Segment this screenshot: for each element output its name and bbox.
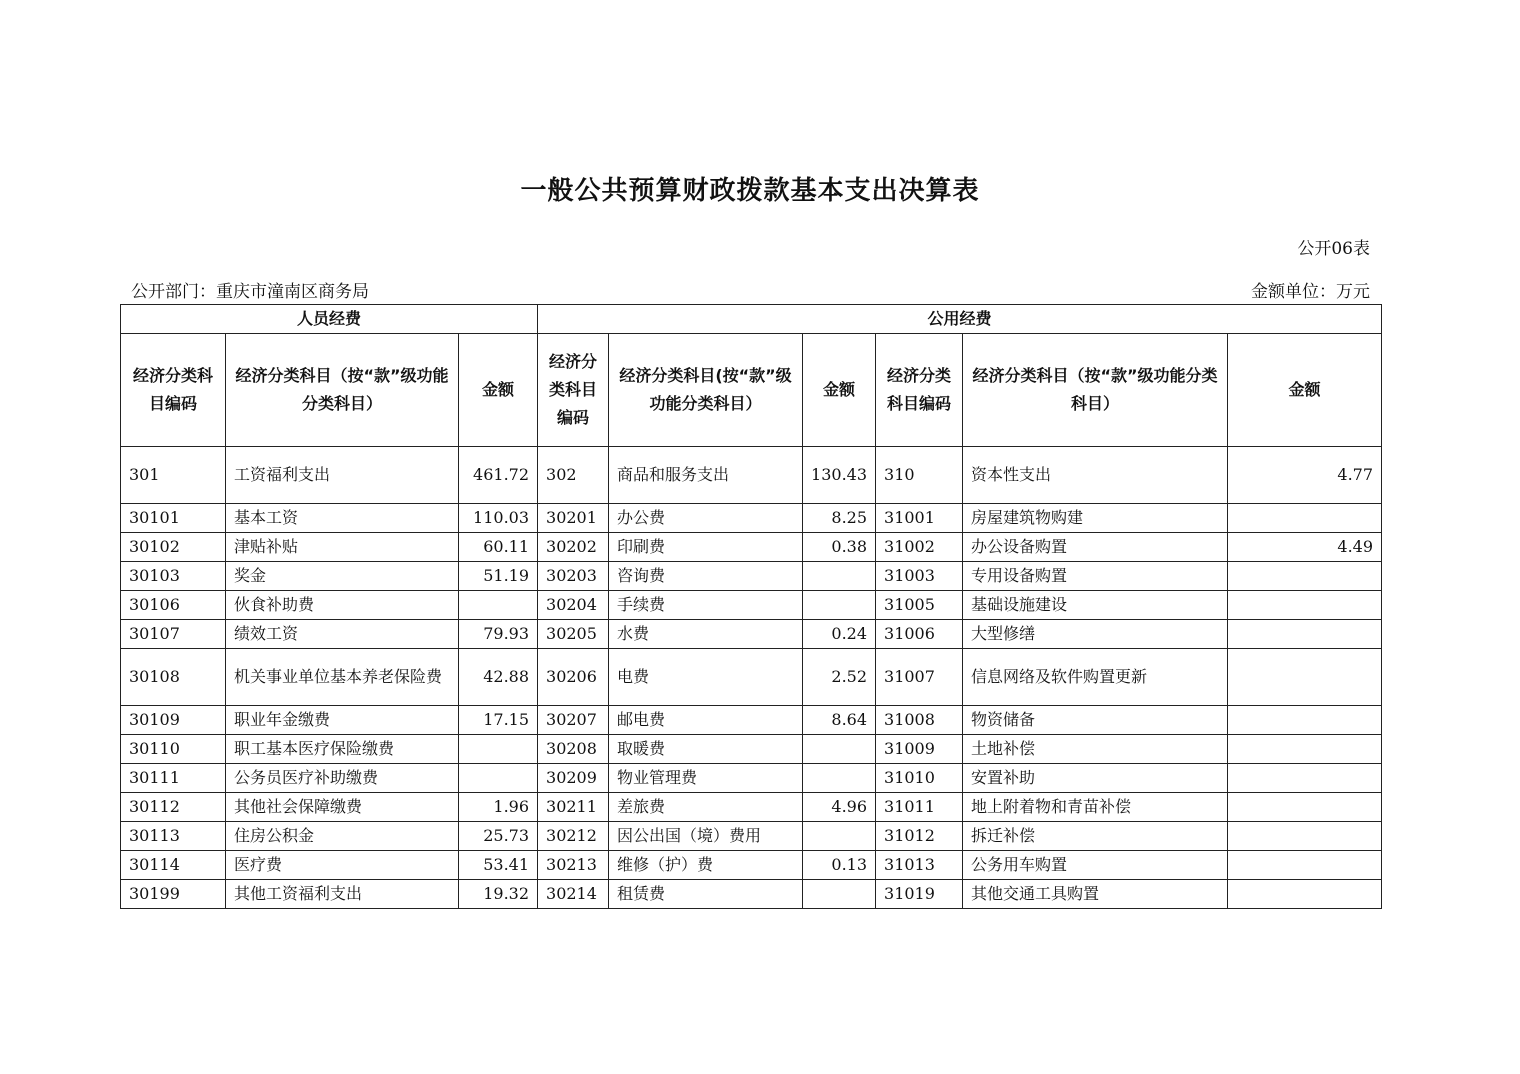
table-row <box>121 447 1382 504</box>
cell-goods-name: 邮电费 <box>609 706 803 735</box>
cell-capital-name: 资本性支出 <box>963 447 1228 504</box>
table-row <box>121 706 1382 735</box>
cell-goods-amount <box>803 735 876 764</box>
cell-personnel-name: 职工基本医疗保险缴费 <box>226 735 459 764</box>
cell-personnel-amount: 53.41 <box>459 851 538 880</box>
cell-personnel-amount <box>459 591 538 620</box>
cell-capital-code: 31002 <box>876 533 963 562</box>
cell-goods-code: 30211 <box>538 793 609 822</box>
cell-goods-name: 水费 <box>609 620 803 649</box>
cell-goods-amount <box>803 764 876 793</box>
cell-personnel-amount: 51.19 <box>459 562 538 591</box>
cell-goods-code: 30206 <box>538 649 609 706</box>
cell-capital-code: 31009 <box>876 735 963 764</box>
table-row <box>121 562 1382 591</box>
cell-goods-name: 取暖费 <box>609 735 803 764</box>
cell-goods-name: 租赁费 <box>609 880 803 909</box>
group-header-row <box>121 305 1382 334</box>
cell-goods-name: 维修（护）费 <box>609 851 803 880</box>
cell-personnel-code: 301 <box>121 447 226 504</box>
cell-goods-code: 302 <box>538 447 609 504</box>
cell-capital-amount <box>1228 706 1382 735</box>
cell-capital-name: 办公设备购置 <box>963 533 1228 562</box>
cell-personnel-amount <box>459 735 538 764</box>
cell-goods-amount: 4.96 <box>803 793 876 822</box>
cell-capital-code: 31007 <box>876 649 963 706</box>
header-capital-name: 经济分类科目（按“款”级功能分类科目） <box>963 334 1228 447</box>
cell-goods-amount <box>803 562 876 591</box>
header-capital-code: 经济分类科目编码 <box>876 334 963 447</box>
cell-personnel-name: 津贴补贴 <box>226 533 459 562</box>
cell-personnel-amount: 461.72 <box>459 447 538 504</box>
cell-personnel-code: 30101 <box>121 504 226 533</box>
cell-capital-name: 拆迁补偿 <box>963 822 1228 851</box>
cell-personnel-code: 30107 <box>121 620 226 649</box>
cell-capital-code: 31012 <box>876 822 963 851</box>
cell-personnel-code: 30112 <box>121 793 226 822</box>
amount-unit-label: 金额单位：万元 <box>1251 282 1370 302</box>
cell-goods-code: 30201 <box>538 504 609 533</box>
header-goods-code: 经济分类科目编码 <box>538 334 609 447</box>
cell-goods-name: 物业管理费 <box>609 764 803 793</box>
cell-personnel-name: 伙食补助费 <box>226 591 459 620</box>
cell-capital-name: 专用设备购置 <box>963 562 1228 591</box>
cell-personnel-amount: 42.88 <box>459 649 538 706</box>
cell-capital-name: 大型修缮 <box>963 620 1228 649</box>
cell-goods-code: 30212 <box>538 822 609 851</box>
cell-goods-amount <box>803 822 876 851</box>
column-header-row <box>121 334 1382 447</box>
cell-capital-code: 31005 <box>876 591 963 620</box>
cell-personnel-code: 30103 <box>121 562 226 591</box>
cell-goods-name: 差旅费 <box>609 793 803 822</box>
cell-capital-amount <box>1228 649 1382 706</box>
cell-capital-amount: 4.49 <box>1228 533 1382 562</box>
cell-personnel-name: 公务员医疗补助缴费 <box>226 764 459 793</box>
cell-goods-amount: 0.38 <box>803 533 876 562</box>
cell-goods-amount: 8.64 <box>803 706 876 735</box>
cell-personnel-name: 机关事业单位基本养老保险费 <box>226 649 459 706</box>
cell-capital-name: 地上附着物和青苗补偿 <box>963 793 1228 822</box>
cell-personnel-code: 30108 <box>121 649 226 706</box>
cell-personnel-code: 30109 <box>121 706 226 735</box>
cell-capital-name: 土地补偿 <box>963 735 1228 764</box>
cell-personnel-amount: 110.03 <box>459 504 538 533</box>
department-label: 公开部门：重庆市潼南区商务局 <box>131 282 369 302</box>
table-body <box>121 447 1382 909</box>
cell-goods-code: 30205 <box>538 620 609 649</box>
cell-capital-amount <box>1228 504 1382 533</box>
table-row <box>121 764 1382 793</box>
cell-goods-name: 因公出国（境）费用 <box>609 822 803 851</box>
table-row <box>121 735 1382 764</box>
cell-capital-code: 310 <box>876 447 963 504</box>
cell-personnel-code: 30106 <box>121 591 226 620</box>
cell-personnel-name: 住房公积金 <box>226 822 459 851</box>
cell-personnel-code: 30113 <box>121 822 226 851</box>
header-capital-amount: 金额 <box>1228 334 1382 447</box>
cell-capital-code: 31001 <box>876 504 963 533</box>
group-public: 公用经费 <box>538 305 1382 334</box>
cell-capital-amount <box>1228 764 1382 793</box>
cell-capital-code: 31010 <box>876 764 963 793</box>
cell-goods-code: 30208 <box>538 735 609 764</box>
table-row <box>121 822 1382 851</box>
cell-goods-amount <box>803 591 876 620</box>
cell-capital-amount <box>1228 851 1382 880</box>
cell-goods-code: 30209 <box>538 764 609 793</box>
cell-capital-name: 安置补助 <box>963 764 1228 793</box>
page-title: 一般公共预算财政拨款基本支出决算表 <box>520 176 980 206</box>
cell-goods-amount: 8.25 <box>803 504 876 533</box>
cell-capital-code: 31011 <box>876 793 963 822</box>
table-row <box>121 620 1382 649</box>
cell-goods-code: 30207 <box>538 706 609 735</box>
cell-capital-amount <box>1228 880 1382 909</box>
cell-goods-name: 办公费 <box>609 504 803 533</box>
cell-goods-code: 30213 <box>538 851 609 880</box>
cell-capital-code: 31003 <box>876 562 963 591</box>
cell-personnel-amount: 19.32 <box>459 880 538 909</box>
table-row <box>121 649 1382 706</box>
cell-capital-code: 31008 <box>876 706 963 735</box>
cell-capital-code: 31013 <box>876 851 963 880</box>
cell-capital-amount <box>1228 591 1382 620</box>
cell-goods-amount: 0.24 <box>803 620 876 649</box>
cell-goods-amount: 130.43 <box>803 447 876 504</box>
cell-goods-code: 30202 <box>538 533 609 562</box>
cell-personnel-name: 基本工资 <box>226 504 459 533</box>
cell-personnel-name: 其他社会保障缴费 <box>226 793 459 822</box>
table-row <box>121 880 1382 909</box>
cell-personnel-code: 30102 <box>121 533 226 562</box>
cell-capital-amount <box>1228 735 1382 764</box>
cell-capital-amount <box>1228 822 1382 851</box>
cell-goods-name: 手续费 <box>609 591 803 620</box>
cell-personnel-name: 医疗费 <box>226 851 459 880</box>
cell-personnel-amount <box>459 764 538 793</box>
cell-personnel-amount: 17.15 <box>459 706 538 735</box>
cell-capital-name: 信息网络及软件购置更新 <box>963 649 1228 706</box>
table-row <box>121 533 1382 562</box>
group-personnel: 人员经费 <box>121 305 538 334</box>
header-goods-amount: 金额 <box>803 334 876 447</box>
cell-goods-name: 咨询费 <box>609 562 803 591</box>
cell-goods-amount <box>803 880 876 909</box>
cell-capital-name: 公务用车购置 <box>963 851 1228 880</box>
header-personnel-amount: 金额 <box>459 334 538 447</box>
table-row <box>121 591 1382 620</box>
header-personnel-code: 经济分类科目编码 <box>121 334 226 447</box>
cell-capital-amount <box>1228 562 1382 591</box>
cell-personnel-name: 绩效工资 <box>226 620 459 649</box>
header-personnel-name: 经济分类科目（按“款”级功能分类科目） <box>226 334 459 447</box>
cell-personnel-amount: 25.73 <box>459 822 538 851</box>
cell-personnel-name: 职业年金缴费 <box>226 706 459 735</box>
cell-capital-amount <box>1228 793 1382 822</box>
expenditure-table <box>120 304 1382 909</box>
cell-capital-name: 其他交通工具购置 <box>963 880 1228 909</box>
cell-capital-code: 31006 <box>876 620 963 649</box>
cell-goods-code: 30204 <box>538 591 609 620</box>
table-row <box>121 504 1382 533</box>
table-row <box>121 793 1382 822</box>
cell-personnel-name: 其他工资福利支出 <box>226 880 459 909</box>
cell-goods-code: 30214 <box>538 880 609 909</box>
cell-personnel-name: 工资福利支出 <box>226 447 459 504</box>
cell-personnel-code: 30114 <box>121 851 226 880</box>
cell-personnel-code: 30111 <box>121 764 226 793</box>
cell-goods-amount: 0.13 <box>803 851 876 880</box>
cell-goods-name: 商品和服务支出 <box>609 447 803 504</box>
cell-capital-name: 基础设施建设 <box>963 591 1228 620</box>
header-goods-name: 经济分类科目(按“款”级功能分类科目） <box>609 334 803 447</box>
cell-personnel-code: 30199 <box>121 880 226 909</box>
table-number: 公开06表 <box>1297 239 1370 259</box>
cell-goods-amount: 2.52 <box>803 649 876 706</box>
cell-personnel-amount: 79.93 <box>459 620 538 649</box>
cell-capital-code: 31019 <box>876 880 963 909</box>
cell-personnel-amount: 60.11 <box>459 533 538 562</box>
cell-capital-name: 物资储备 <box>963 706 1228 735</box>
cell-personnel-amount: 1.96 <box>459 793 538 822</box>
cell-capital-amount <box>1228 620 1382 649</box>
cell-goods-code: 30203 <box>538 562 609 591</box>
cell-goods-name: 电费 <box>609 649 803 706</box>
cell-personnel-code: 30110 <box>121 735 226 764</box>
cell-goods-name: 印刷费 <box>609 533 803 562</box>
table-row <box>121 851 1382 880</box>
cell-personnel-name: 奖金 <box>226 562 459 591</box>
cell-capital-amount: 4.77 <box>1228 447 1382 504</box>
cell-capital-name: 房屋建筑物购建 <box>963 504 1228 533</box>
